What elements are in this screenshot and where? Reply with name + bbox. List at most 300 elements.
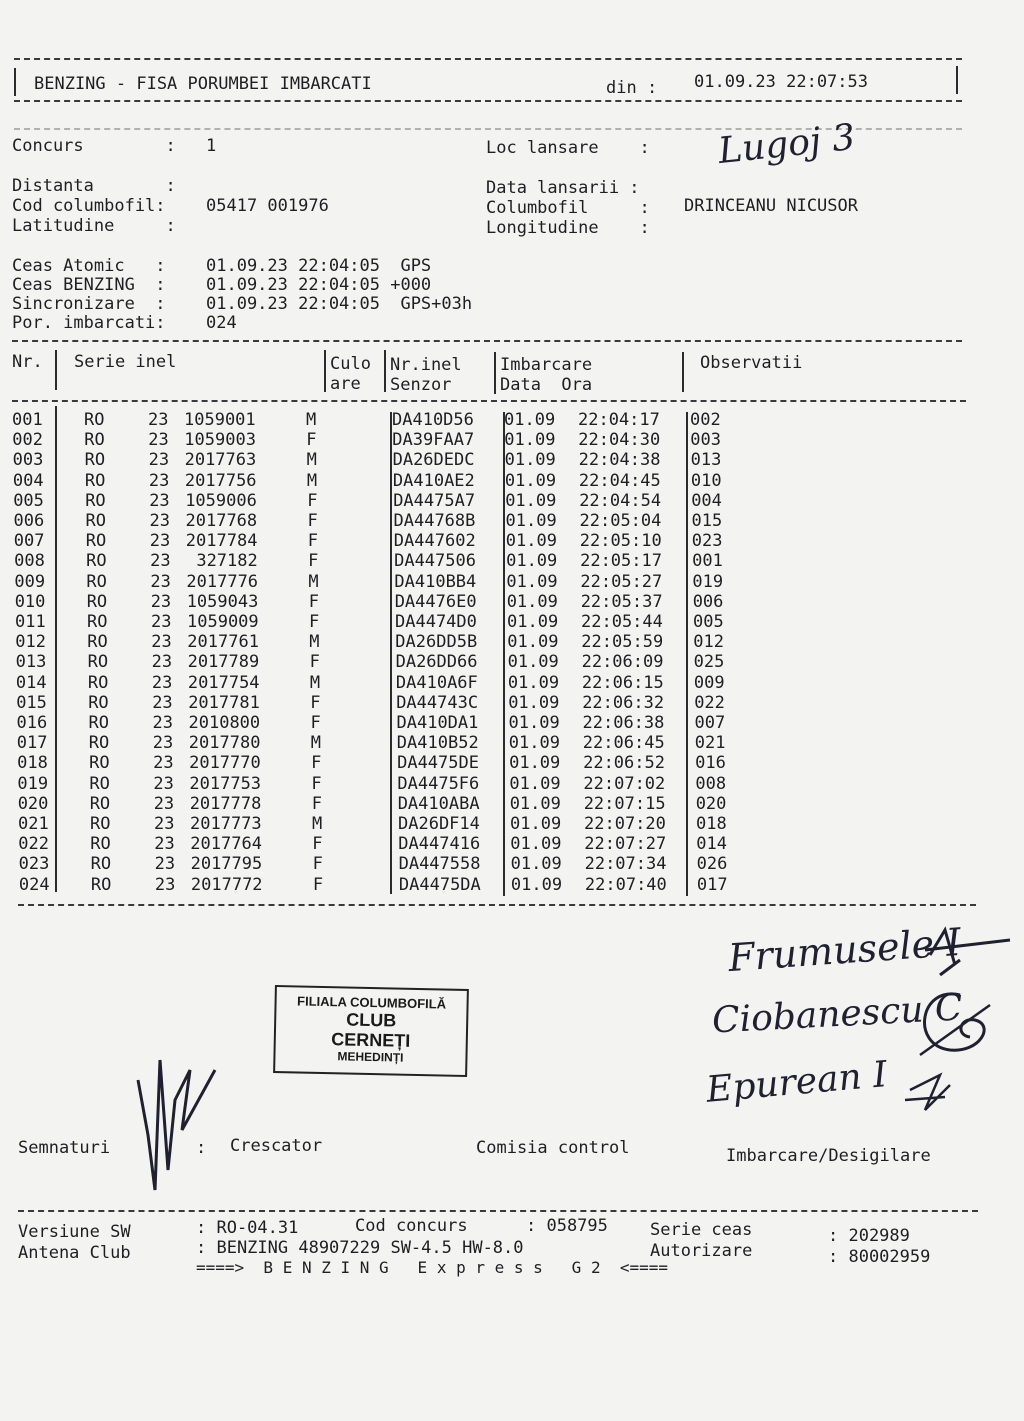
crescator-signature-icon — [120, 1040, 230, 1200]
stamp-line-1: FILIALA COLUMBOFILĂ — [296, 993, 447, 1012]
cell-an: 23 — [151, 652, 173, 673]
cell-senzor: DA44743C — [396, 692, 479, 713]
cell-obs: 013 — [690, 450, 722, 471]
din-label: din : — [606, 78, 658, 98]
cell-tara: RO — [84, 410, 105, 430]
cell-inel: 2017789 — [187, 652, 260, 673]
header-divider-imbarcare — [494, 352, 496, 394]
stamp-line-4: MEHEDINȚI — [337, 1049, 404, 1065]
cell-senzor: DA4475DE — [397, 753, 479, 774]
cell-nr: 007 — [13, 531, 45, 552]
cell-senzor: DA26DD66 — [395, 652, 478, 673]
table-row — [17, 774, 747, 794]
cell-senzor: DA26DF14 — [398, 814, 480, 834]
cell-nr: 013 — [15, 652, 47, 673]
autorizare-label: Autorizare — [650, 1241, 753, 1261]
cell-ora: 22:05:37 — [580, 591, 663, 612]
cell-obs: 005 — [693, 612, 724, 632]
cell-obs: 003 — [690, 430, 722, 451]
cell-tara: RO — [86, 591, 108, 612]
distanta-label: Distanta : — [12, 176, 176, 196]
cell-ora: 22:05:59 — [581, 632, 664, 653]
cell-ora: 22:05:10 — [579, 531, 662, 552]
cell-nr: 019 — [17, 773, 49, 794]
cell-nr: 020 — [17, 793, 49, 814]
cell-data: 01.09 — [504, 450, 556, 471]
cell-nr: 002 — [12, 430, 44, 451]
cell-ora: 22:07:34 — [584, 854, 667, 875]
imbarcare-desigilare-label: Imbarcare/Desigilare — [726, 1146, 931, 1166]
cell-inel: 2017754 — [187, 672, 260, 693]
antena-club-value: : BENZING 48907229 SW-4.5 HW-8.0 — [196, 1238, 524, 1258]
cell-data: 01.09 — [507, 612, 559, 632]
cell-data: 01.09 — [504, 470, 557, 491]
table-row — [14, 572, 744, 592]
cell-sex: M — [309, 672, 321, 693]
cell-nr: 010 — [14, 591, 46, 612]
cell-an: 23 — [154, 814, 175, 834]
cell-tara: RO — [85, 531, 107, 552]
comisia-control-label: Comisia control — [476, 1138, 630, 1158]
versiune-sw-value: : RO-04.31 — [196, 1218, 299, 1238]
table-row — [14, 551, 744, 571]
body-divider-imbarcare — [503, 412, 505, 896]
cell-an: 23 — [152, 733, 174, 754]
cell-an: 23 — [151, 672, 173, 693]
concurs-label: Concurs : — [12, 136, 176, 156]
cell-tara: RO — [84, 450, 106, 471]
cod-concurs-label: Cod concurs — [355, 1216, 468, 1236]
table-row — [19, 854, 749, 874]
serie-ceas-value: : 202989 — [828, 1226, 910, 1246]
cell-inel: 1059006 — [185, 490, 257, 511]
din-value: 01.09.23 22:07:53 — [694, 72, 868, 92]
cell-nr: 003 — [12, 450, 44, 471]
body-divider-senzor — [390, 412, 392, 894]
cell-nr: 014 — [15, 672, 47, 693]
cell-data: 01.09 — [508, 733, 560, 754]
crescator-label: Crescator — [230, 1136, 323, 1156]
cell-senzor: DA447602 — [393, 531, 476, 552]
col-imbarcare-header-2: Data Ora — [500, 375, 593, 395]
cod-columbofil-value: 05417 001976 — [206, 196, 329, 216]
cell-obs: 014 — [696, 834, 728, 855]
cell-sex: M — [306, 470, 318, 491]
cell-ora: 22:05:27 — [580, 571, 663, 592]
cell-ora: 22:04:17 — [578, 410, 660, 430]
cell-sex: F — [308, 551, 319, 572]
cell-ora: 22:07:15 — [583, 793, 666, 814]
cell-tara: RO — [90, 834, 111, 855]
cell-obs: 009 — [693, 672, 725, 693]
table-row — [15, 612, 745, 632]
cell-obs: 026 — [696, 854, 728, 875]
cell-nr: 022 — [18, 834, 50, 855]
cell-tara: RO — [90, 874, 112, 895]
ceas-benzing-label: Ceas BENZING : — [12, 275, 166, 295]
cell-data: 01.09 — [509, 773, 561, 794]
cell-an: 23 — [149, 490, 170, 511]
cell-senzor: DA447416 — [398, 834, 481, 855]
col-senzor-header-1: Nr.inel — [390, 355, 462, 375]
cell-ora: 22:07:40 — [584, 874, 667, 895]
cell-senzor: DA410BB4 — [394, 571, 477, 592]
cell-obs: 018 — [696, 814, 727, 834]
cell-sex: F — [307, 511, 318, 531]
cell-data: 01.09 — [507, 652, 559, 673]
stamp-line-3: CERNEȚI — [331, 1029, 411, 1051]
body-divider-observatii — [686, 412, 688, 896]
cod-concurs-value: : 058795 — [526, 1216, 608, 1236]
cell-sex: F — [309, 652, 320, 673]
table-bottom-rule — [18, 904, 976, 906]
cell-tara: RO — [88, 692, 109, 713]
cell-an: 23 — [153, 793, 175, 814]
cell-data: 01.09 — [509, 793, 561, 814]
cell-senzor: DA26DEDC — [392, 450, 475, 471]
cell-inel: 2017768 — [185, 511, 258, 531]
cell-sex: M — [306, 410, 317, 430]
cell-nr: 008 — [14, 551, 45, 572]
table-row — [12, 410, 742, 430]
cell-nr: 011 — [15, 612, 46, 632]
cell-tara: RO — [89, 793, 111, 814]
cell-tara: RO — [90, 814, 111, 834]
col-senzor-header-2: Senzor — [390, 375, 452, 395]
cell-nr: 024 — [18, 874, 50, 895]
sincronizare-value: 01.09.23 22:04:05 GPS+03h — [206, 294, 473, 314]
header-right-border — [956, 66, 958, 94]
cell-nr: 001 — [12, 410, 43, 430]
cell-sex: F — [310, 692, 321, 713]
cell-ora: 22:07:20 — [584, 814, 666, 834]
document-title: BENZING - FISA PORUMBEI IMBARCATI — [34, 74, 372, 94]
cell-obs: 025 — [693, 652, 725, 673]
cod-columbofil-label: Cod columbofil: — [12, 196, 166, 216]
cell-sex: F — [311, 773, 322, 794]
cell-senzor: DA4476E0 — [394, 591, 477, 612]
cell-inel: 327182 — [186, 551, 258, 572]
cell-inel: 1059043 — [186, 591, 259, 612]
cell-obs: 006 — [692, 591, 724, 612]
cell-senzor: DA447558 — [398, 854, 481, 875]
cell-data: 01.09 — [506, 551, 558, 572]
cell-an: 23 — [148, 470, 170, 491]
cell-an: 23 — [151, 632, 172, 653]
cell-nr: 005 — [13, 490, 44, 511]
cell-sex: F — [306, 430, 317, 451]
cell-an: 23 — [150, 551, 171, 572]
club-stamp — [273, 985, 469, 1077]
cell-ora: 22:04:38 — [578, 450, 661, 471]
cell-tara: RO — [88, 713, 109, 733]
table-row — [18, 794, 748, 814]
cell-data: 01.09 — [507, 672, 560, 693]
cell-senzor: DA4475DA — [398, 874, 481, 895]
cell-tara: RO — [88, 733, 110, 754]
cell-data: 01.09 — [505, 490, 557, 511]
cell-inel: 1059001 — [184, 410, 256, 430]
cell-sex: F — [308, 591, 319, 612]
cell-nr: 009 — [14, 571, 46, 592]
cell-tara: RO — [85, 490, 106, 511]
handwritten-name-2: Ciobanescu C — [711, 987, 964, 1042]
cell-senzor: DA410AE2 — [392, 470, 475, 491]
cell-data: 01.09 — [510, 814, 562, 834]
cell-an: 23 — [149, 511, 170, 531]
header-divider-culoare — [324, 350, 326, 392]
table-row — [19, 875, 749, 895]
cell-inel: 2017778 — [189, 793, 262, 814]
cell-sex: F — [307, 490, 318, 511]
cell-ora: 22:06:32 — [582, 692, 665, 713]
cell-obs: 023 — [691, 531, 723, 552]
cell-obs: 008 — [695, 773, 727, 794]
cell-an: 23 — [153, 753, 174, 774]
cell-senzor: DA44768B — [393, 511, 476, 531]
loc-lansare-label: Loc lansare : — [486, 138, 650, 158]
cell-inel: 2017770 — [189, 753, 261, 774]
cell-an: 23 — [154, 874, 176, 895]
cell-ora: 22:04:54 — [579, 490, 662, 511]
cell-sex: M — [312, 814, 323, 834]
cell-senzor: DA447506 — [394, 551, 476, 572]
cell-sex: F — [312, 874, 324, 895]
cell-ora: 22:05:44 — [581, 612, 663, 632]
cell-tara: RO — [90, 854, 112, 875]
porumbei-imbarcati-value: 024 — [206, 313, 237, 333]
cell-inel: 2017780 — [188, 733, 261, 754]
header-divider-senzor — [384, 350, 386, 392]
cell-tara: RO — [85, 511, 106, 531]
header-divider-observatii — [682, 352, 684, 392]
cell-inel: 2017784 — [185, 531, 258, 552]
cell-tara: RO — [86, 571, 107, 592]
cell-data: 01.09 — [506, 571, 558, 592]
footer-top-rule — [18, 1210, 978, 1212]
cell-ora: 22:05:04 — [579, 511, 662, 531]
table-row — [18, 834, 748, 854]
cell-an: 23 — [151, 612, 172, 632]
col-observatii-header: Observatii — [700, 353, 803, 373]
cell-an: 23 — [149, 531, 171, 552]
concurs-value: 1 — [206, 136, 217, 156]
signature-scribbles-icon — [900, 925, 1020, 1125]
stamp-line-2: CLUB — [346, 1009, 397, 1031]
sincronizare-label: Sincronizare : — [12, 294, 166, 314]
cell-data: 01.09 — [509, 753, 561, 774]
header-top-rule — [14, 58, 962, 60]
cell-data: 01.09 — [508, 692, 560, 713]
table-top-rule — [12, 340, 962, 342]
col-culoare-header-1: Culo — [330, 354, 371, 374]
cell-sex: M — [308, 571, 319, 592]
cell-an: 23 — [150, 591, 172, 612]
body-divider-nr — [55, 406, 57, 892]
columbofil-label: Columbofil : — [486, 198, 650, 218]
ceas-atomic-value: 01.09.23 22:04:05 GPS — [206, 256, 432, 276]
cell-nr: 016 — [16, 713, 48, 733]
antena-club-label: Antena Club — [18, 1243, 131, 1263]
cell-inel: 2017753 — [189, 773, 262, 794]
cell-obs: 012 — [693, 632, 725, 653]
cell-inel: 1059003 — [184, 430, 256, 451]
table-row — [13, 471, 743, 491]
cell-tara: RO — [84, 430, 105, 451]
cell-data: 01.09 — [508, 713, 560, 733]
cell-senzor: DA39FAA7 — [392, 430, 475, 451]
cell-tara: RO — [87, 652, 109, 673]
columbofil-value: DRINCEANU NICUSOR — [684, 196, 858, 216]
table-row — [14, 511, 744, 531]
cell-tara: RO — [89, 773, 110, 794]
cell-ora: 22:04:30 — [578, 430, 661, 451]
handwritten-name-1: Frumusele I — [726, 919, 963, 981]
cell-sex: M — [310, 733, 322, 754]
cell-tara: RO — [86, 551, 107, 572]
versiune-sw-label: Versiune SW — [18, 1222, 131, 1242]
table-row — [15, 632, 745, 652]
cell-obs: 015 — [691, 511, 723, 531]
porumbei-imbarcati-label: Por. imbarcati: — [12, 313, 166, 333]
ceas-benzing-value: 01.09.23 22:04:05 +000 — [206, 275, 432, 295]
semnaturi-colon: : — [196, 1138, 207, 1158]
cell-obs: 017 — [696, 874, 728, 895]
cell-inel: 2017776 — [186, 571, 259, 592]
cell-senzor: DA410D56 — [392, 410, 474, 430]
cell-sex: M — [309, 632, 320, 653]
cell-obs: 007 — [694, 713, 726, 733]
cell-obs: 001 — [692, 551, 723, 572]
cell-sex: F — [311, 753, 322, 774]
header-divider-nr — [55, 350, 57, 390]
cell-an: 23 — [148, 430, 169, 451]
serie-ceas-label: Serie ceas — [650, 1220, 753, 1240]
cell-ora: 22:06:38 — [582, 713, 665, 733]
header-left-border — [14, 68, 16, 96]
cell-ora: 22:04:45 — [578, 470, 661, 491]
cell-senzor: DA410B52 — [396, 733, 479, 754]
table-row — [16, 652, 746, 672]
cell-ora: 22:05:17 — [580, 551, 662, 572]
cell-senzor: DA4475A7 — [393, 490, 476, 511]
cell-inel: 2017772 — [190, 874, 263, 895]
cell-data: 01.09 — [510, 874, 563, 895]
cell-nr: 017 — [16, 733, 48, 754]
cell-obs: 021 — [694, 733, 726, 754]
cell-obs: 004 — [691, 490, 722, 511]
cell-tara: RO — [87, 612, 108, 632]
cell-senzor: DA410DA1 — [396, 713, 479, 733]
autorizare-value: : 80002959 — [828, 1247, 931, 1267]
cell-inel: 2017764 — [190, 834, 262, 855]
cell-an: 23 — [152, 713, 173, 733]
cell-senzor: DA26DD5B — [395, 632, 478, 653]
cell-inel: 2010800 — [188, 713, 261, 733]
loc-lansare-handwritten: Lugoj 3 — [716, 116, 858, 173]
cell-ora: 22:06:09 — [581, 652, 664, 673]
benzing-express-brand: ====> B E N Z I N G E x p r e s s G 2 <==== — [196, 1258, 669, 1277]
cell-an: 23 — [148, 410, 169, 430]
cell-sex: F — [311, 793, 322, 814]
cell-inel: 1059009 — [187, 612, 259, 632]
cell-inel: 2017763 — [184, 450, 257, 471]
cell-ora: 22:06:45 — [582, 733, 665, 754]
cell-obs: 019 — [692, 571, 724, 592]
latitudine-label: Latitudine : — [12, 216, 176, 236]
data-lansarii-label: Data lansarii : — [486, 178, 640, 198]
cell-tara: RO — [89, 753, 110, 774]
cell-ora: 22:07:27 — [584, 834, 667, 855]
table-row — [13, 450, 743, 470]
table-row — [17, 713, 747, 733]
cell-senzor: DA410A6F — [395, 672, 478, 693]
cell-nr: 021 — [18, 814, 49, 834]
cell-sex: F — [307, 531, 319, 552]
cell-obs: 002 — [690, 410, 721, 430]
table-row — [17, 733, 747, 753]
cell-an: 23 — [154, 854, 176, 875]
cell-sex: F — [312, 854, 323, 875]
table-row — [12, 430, 742, 450]
cell-an: 23 — [153, 773, 174, 794]
cell-data: 01.09 — [505, 511, 557, 531]
table-row — [18, 814, 748, 834]
cell-ora: 22:07:02 — [583, 773, 666, 794]
table-row — [15, 592, 745, 612]
cell-inel: 2017756 — [184, 470, 257, 491]
cell-inel: 2017795 — [190, 854, 263, 875]
cell-senzor: DA410ABA — [397, 793, 480, 814]
cell-senzor: DA4475F6 — [397, 773, 480, 794]
cell-sex: F — [309, 612, 320, 632]
cell-inel: 2017773 — [190, 814, 262, 834]
cell-nr: 018 — [17, 753, 48, 774]
longitudine-label: Longitudine : — [486, 218, 650, 238]
table-row — [16, 693, 746, 713]
col-imbarcare-header-1: Imbarcare — [500, 355, 593, 375]
cell-obs: 010 — [690, 470, 722, 491]
cell-an: 23 — [150, 571, 171, 592]
cell-data: 01.09 — [506, 591, 558, 612]
cell-inel: 2017761 — [187, 632, 259, 653]
cell-nr: 006 — [13, 511, 45, 531]
cell-tara: RO — [84, 470, 106, 491]
cell-nr: 023 — [18, 854, 50, 875]
header-bottom-rule — [14, 100, 962, 102]
col-culoare-header-2: are — [330, 374, 361, 394]
table-row — [14, 531, 744, 551]
cell-sex: F — [310, 713, 321, 733]
table-row — [17, 753, 747, 773]
cell-ora: 22:06:52 — [583, 753, 665, 774]
table-header-rule — [12, 400, 966, 402]
ceas-atomic-label: Ceas Atomic : — [12, 256, 166, 276]
table-row — [16, 673, 746, 693]
cell-tara: RO — [87, 632, 108, 653]
cell-sex: M — [306, 450, 317, 471]
cell-obs: 022 — [694, 692, 725, 713]
cell-sex: F — [312, 834, 323, 855]
cell-an: 23 — [154, 834, 175, 855]
cell-inel: 2017781 — [188, 692, 260, 713]
cell-senzor: DA4474D0 — [395, 612, 477, 632]
col-nr-header: Nr. — [12, 352, 43, 372]
table-row — [13, 491, 743, 511]
cell-data: 01.09 — [504, 430, 556, 451]
cell-nr: 012 — [15, 632, 47, 653]
col-serie-header: Serie inel — [74, 352, 177, 372]
